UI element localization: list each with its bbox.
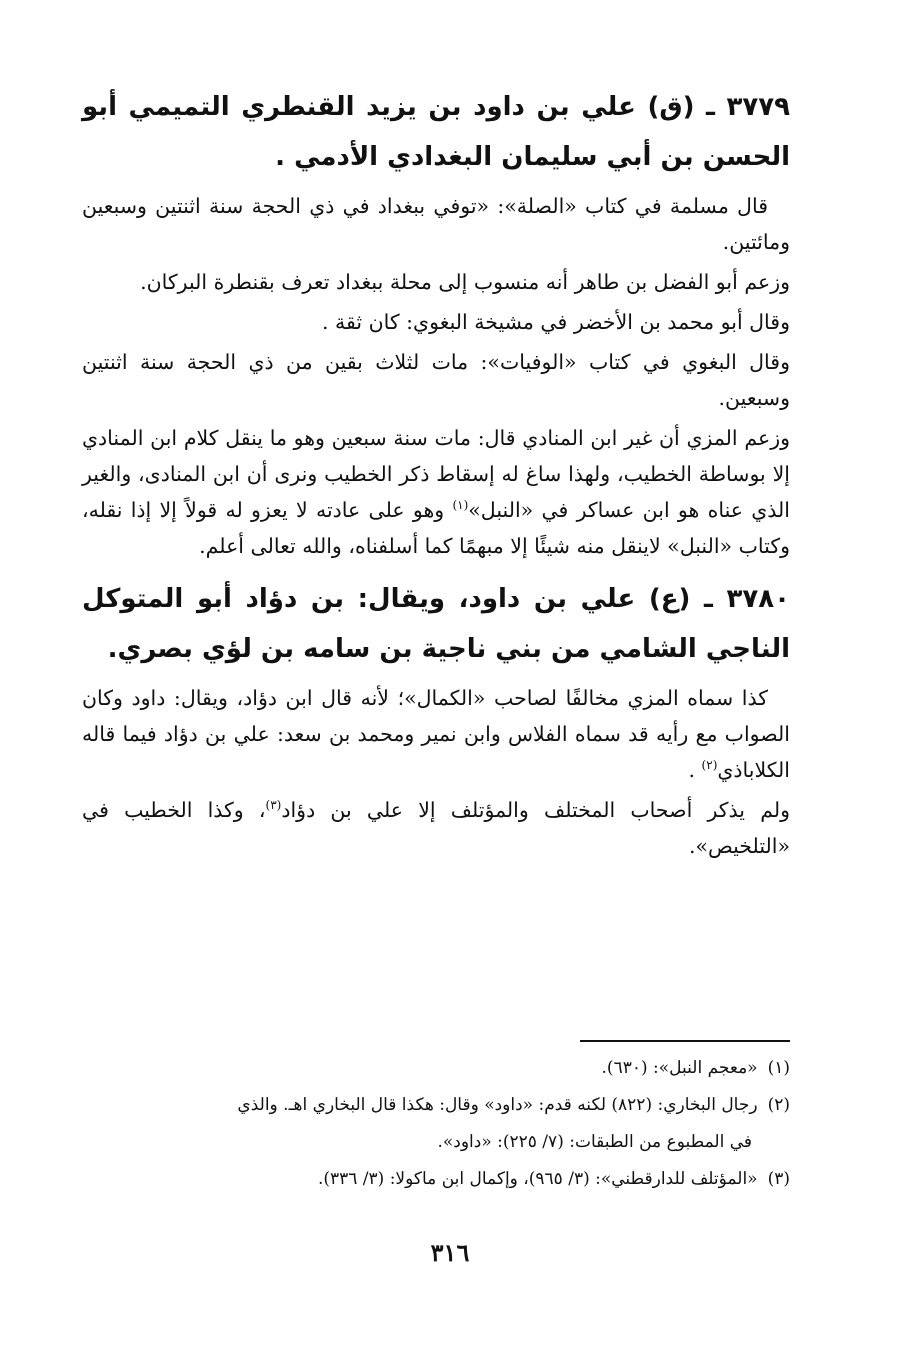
entry-3779-heading: ٣٧٧٩ ـ (ق) علي بن داود بن يزيد القنطري التميمي أبو الحسن بن أبي سليمان البغدادي الأدمي . bbox=[82, 92, 790, 172]
entry-3779-paragraph-4: وقال البغوي في كتاب «الوفيات»: مات لثلاث بقين من ذي الحجة سنة اثنتين وسبعين. bbox=[82, 350, 790, 410]
entry-3779-paragraph-2: وزعم أبو الفضل بن طاهر أنه منسوب إلى محلة ببغداد تعرف بقنطرة البركان. bbox=[140, 270, 790, 294]
entry-3779-paragraph-5-head: وزعم المزي أن غير ابن المنادي قال: مات سنة سبعين وهو ما ينقل كلام ابن المنادي إلا بوساطة الخطيب، ولهذا ساغ له إسقاط ذكر الخطيب ونرى أن ابن المنادى، والغير الذي عناه هو ابن عساكر في «النبل» bbox=[82, 426, 790, 522]
footnote-2-continuation: في المطبوع من الطبقات: (٧/ ٢٢٥): «داود». bbox=[437, 1132, 752, 1152]
footnote-ref-2[interactable]: (٢) bbox=[701, 758, 718, 773]
entry-3779-paragraph-3: وقال أبو محمد بن الأخضر في مشيخة البغوي: كان ثقة . bbox=[321, 310, 790, 334]
footnote-2-text: رجال البخاري: (٨٢٢) لكنه قدم: «داود» وقال: هكذا قال البخاري اهـ. والذي bbox=[237, 1095, 758, 1115]
footnote-ref-1[interactable]: (١) bbox=[452, 498, 469, 513]
entry-3780-paragraph-2-tail: ، وكذا الخطيب في «التلخيص». bbox=[82, 798, 790, 858]
entry-3779-paragraph-5 bbox=[82, 420, 790, 564]
footnote-2-number: (٢) bbox=[767, 1095, 790, 1115]
entry-3780-heading: ٣٧٨٠ ـ (ع) علي بن داود، ويقال: بن دؤاد أبو المتوكل الناجي الشامي من بني ناجية بن سامه بن لؤي بصري. bbox=[82, 584, 790, 664]
page-body bbox=[82, 82, 790, 868]
footnote-1 bbox=[82, 1052, 790, 1085]
entry-3780-paragraph-1-tail: . bbox=[688, 758, 702, 782]
footnote-1-text: «معجم النبل»: (٦٣٠). bbox=[601, 1058, 758, 1078]
entry-3780-paragraph-1 bbox=[82, 680, 790, 788]
entry-3780-paragraph-2 bbox=[82, 792, 790, 864]
footnote-3 bbox=[82, 1163, 790, 1196]
footnote-ref-3[interactable]: (٣) bbox=[265, 798, 282, 813]
footnote-separator bbox=[580, 1040, 790, 1042]
page-number: ٣١٦ bbox=[430, 1238, 470, 1267]
entry-3779-paragraph-5-tail: وهو على عادته لا يعزو له قولاً إلا إذا نقله، وكتاب «النبل» لاينقل منه شيئًا إلا مبهمًا كما أسلفناه، والله تعالى أعلم. bbox=[82, 498, 790, 558]
entry-3779-paragraph-1: قال مسلمة في كتاب «الصلة»: «توفي ببغداد في ذي الحجة سنة اثنتين وسبعين ومائتين. bbox=[82, 194, 790, 254]
footnote-3-number: (٣) bbox=[767, 1169, 790, 1189]
footnote-1-number: (١) bbox=[767, 1058, 790, 1078]
footnotes bbox=[82, 1052, 790, 1200]
entry-3780-paragraph-2-head: ولم يذكر أصحاب المختلف والمؤتلف إلا علي بن دؤاد bbox=[281, 798, 790, 822]
footnote-2 bbox=[82, 1089, 790, 1122]
footnote-3-text: «المؤتلف للدارقطني»: (٣/ ٩٦٥)، وإكمال ابن ماكولا: (٣/ ٣٣٦). bbox=[317, 1169, 758, 1189]
entry-3780-paragraph-1-head: كذا سماه المزي مخالفًا لصاحب «الكمال»؛ لأنه قال ابن دؤاد، ويقال: داود وكان الصواب مع رأيه قد سماه الفلاس وابن نمير ومحمد بن سعد: علي بن دؤاد فيما قاله الكلاباذي bbox=[82, 686, 790, 782]
